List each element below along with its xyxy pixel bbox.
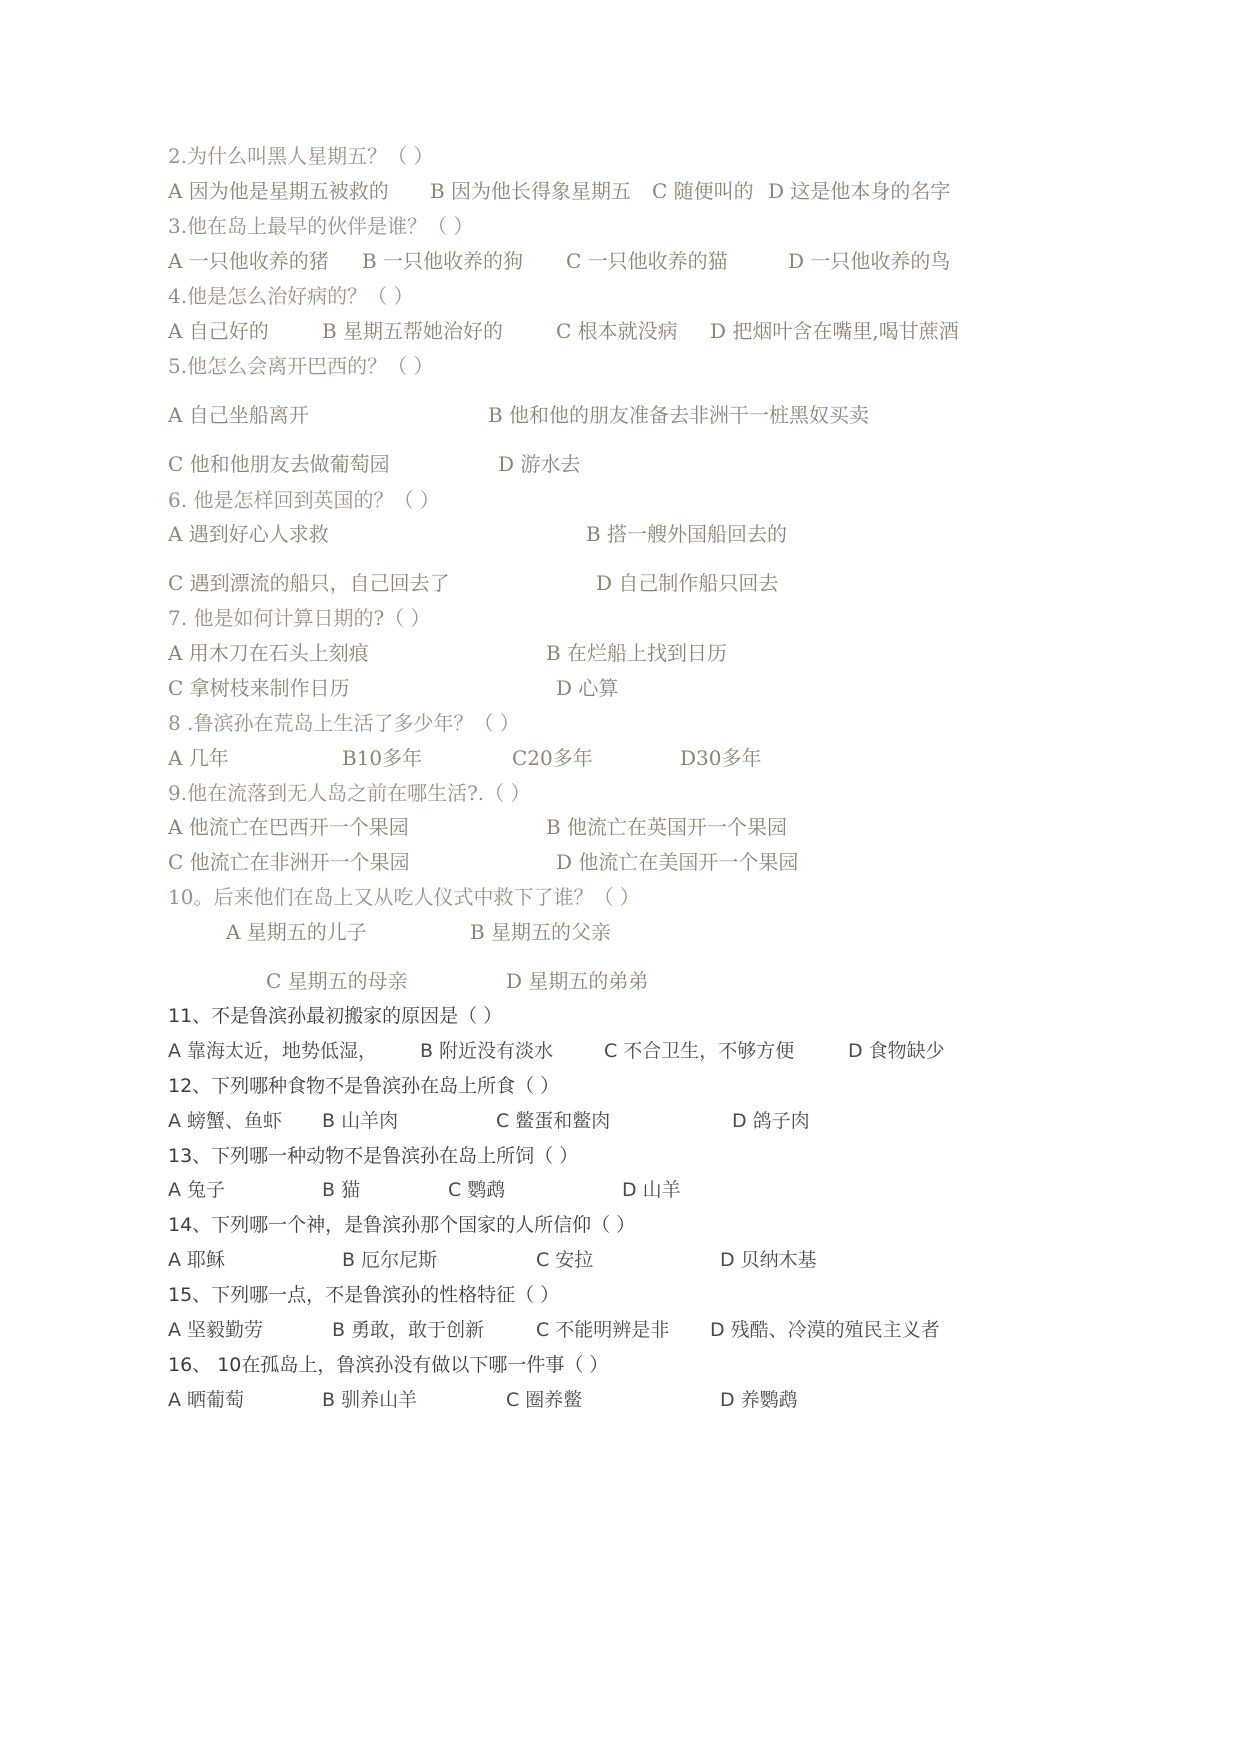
option-d: D 一只他收养的鸟 <box>788 249 951 273</box>
question-text: 13、下列哪一种动物不是鲁滨孙在岛上所饲（ ） <box>168 1145 579 1167</box>
option-a: A 遇到好心人求救 <box>168 522 329 546</box>
option-d: D 山羊 <box>622 1179 681 1201</box>
option-c: C 安拉 <box>536 1249 594 1271</box>
option-b: B 在烂船上找到日历 <box>546 641 728 665</box>
options-11 <box>0 1035 1241 1067</box>
options-10 <box>0 916 1241 948</box>
option-a: A 自己坐船离开 <box>168 403 309 427</box>
option-c: C 圈养鳖 <box>506 1389 583 1411</box>
question-10 <box>0 881 1241 913</box>
option-d: D 贝纳木基 <box>720 1249 817 1271</box>
option-b: B 勇敢，敢于创新 <box>332 1319 485 1341</box>
option-a: A 他流亡在巴西开一个果园 <box>168 815 409 839</box>
question-9 <box>0 777 1241 809</box>
option-b: B 星期五帮她治好的 <box>322 319 504 343</box>
option-b: B 厄尔尼斯 <box>342 1249 438 1271</box>
options-5-row2 <box>0 448 1241 480</box>
question-text: 11、不是鲁滨孙最初搬家的原因是（ ） <box>168 1005 503 1027</box>
option-b: B 猫 <box>322 1179 361 1201</box>
options-9 <box>0 811 1241 843</box>
option-a: A 耶稣 <box>168 1249 226 1271</box>
options-4 <box>0 315 1241 347</box>
question-11 <box>0 1000 1241 1032</box>
option-c: C 拿树枝来制作日历 <box>168 676 350 700</box>
question-text: 2.为什么叫黑人星期五？（ ） <box>168 144 434 168</box>
options-7 <box>0 637 1241 669</box>
options-5 <box>0 399 1241 431</box>
question-text: 15、下列哪一点，不是鲁滨孙的性格特征（ ） <box>168 1284 560 1306</box>
option-c: C 不能明辨是非 <box>536 1319 670 1341</box>
question-6 <box>0 484 1241 516</box>
question-text: 14、下列哪一个神，是鲁滨孙那个国家的人所信仰（ ） <box>168 1214 636 1236</box>
question-14 <box>0 1209 1241 1241</box>
question-3 <box>0 210 1241 242</box>
question-16 <box>0 1349 1241 1381</box>
options-16 <box>0 1384 1241 1416</box>
question-text: 3.他在岛上最早的伙伴是谁？（ ） <box>168 214 474 238</box>
options-8 <box>0 742 1241 774</box>
options-3 <box>0 245 1241 277</box>
option-d: D 把烟叶含在嘴里,喝甘蔗酒 <box>710 319 959 343</box>
option-c: C 鳖蛋和鳖肉 <box>496 1110 611 1132</box>
question-13 <box>0 1140 1241 1172</box>
options-10-row2 <box>0 965 1241 997</box>
option-b: B 一只他收养的狗 <box>362 249 524 273</box>
option-a: A 几年 <box>168 746 229 770</box>
option-a: A 星期五的儿子 <box>226 920 367 944</box>
option-a: A 因为他是星期五被救的 <box>168 179 389 203</box>
option-b: B 附近没有淡水 <box>420 1040 554 1062</box>
option-b: B10多年 <box>342 746 423 770</box>
options-2 <box>0 175 1241 207</box>
option-a: A 螃蟹、鱼虾 <box>168 1110 283 1132</box>
option-a: A 坚毅勤劳 <box>168 1319 264 1341</box>
option-c: C 根本就没病 <box>556 319 678 343</box>
question-text: 5.他怎么会离开巴西的？（ ） <box>168 354 434 378</box>
option-c: C20多年 <box>512 746 593 770</box>
options-6 <box>0 518 1241 550</box>
option-c: C 一只他收养的猫 <box>566 249 728 273</box>
question-text: 16、 10在孤岛上，鲁滨孙没有做以下哪一件事（ ） <box>168 1354 609 1376</box>
question-2 <box>0 140 1241 172</box>
option-b: B 他和他的朋友准备去非洲干一桩黑奴买卖 <box>488 403 870 427</box>
question-text: 7. 他是如何计算日期的?（ ） <box>168 606 431 630</box>
option-d: D 自己制作船只回去 <box>596 571 779 595</box>
option-d: D 心算 <box>556 676 619 700</box>
options-6-row2 <box>0 567 1241 599</box>
question-text: 12、下列哪种食物不是鲁滨孙在岛上所食（ ） <box>168 1075 560 1097</box>
option-b: B 驯养山羊 <box>322 1389 418 1411</box>
option-c: C 鹦鹉 <box>448 1179 506 1201</box>
option-a: A 兔子 <box>168 1179 226 1201</box>
options-7-row2 <box>0 672 1241 704</box>
option-d: D 鸽子肉 <box>732 1110 810 1132</box>
question-text: 4.他是怎么治好病的？（ ） <box>168 284 414 308</box>
options-15 <box>0 1314 1241 1346</box>
option-a: A 一只他收养的猪 <box>168 249 329 273</box>
option-d: D30多年 <box>680 746 762 770</box>
question-7 <box>0 602 1241 634</box>
option-d: D 这是他本身的名字 <box>768 179 951 203</box>
question-5 <box>0 350 1241 382</box>
question-text: 10。后来他们在岛上又从吃人仪式中救下了谁？（ ） <box>168 885 640 909</box>
options-13 <box>0 1174 1241 1206</box>
question-8 <box>0 707 1241 739</box>
question-4 <box>0 280 1241 312</box>
options-12 <box>0 1105 1241 1137</box>
question-15 <box>0 1279 1241 1311</box>
question-text: 9.他在流落到无人岛之前在哪生活?.（ ） <box>168 781 531 805</box>
option-c: C 不合卫生，不够方便 <box>604 1040 795 1062</box>
option-c: C 他流亡在非洲开一个果园 <box>168 850 410 874</box>
option-d: D 游水去 <box>498 452 581 476</box>
option-b: B 因为他长得象星期五 <box>430 179 632 203</box>
option-d: D 星期五的弟弟 <box>506 969 649 993</box>
options-14 <box>0 1244 1241 1276</box>
option-d: D 食物缺少 <box>848 1040 945 1062</box>
option-a: A 晒葡萄 <box>168 1389 245 1411</box>
option-a: A 用木刀在石头上刻痕 <box>168 641 369 665</box>
option-b: B 搭一艘外国船回去的 <box>586 522 788 546</box>
option-c: C 随便叫的 <box>652 179 754 203</box>
question-12 <box>0 1070 1241 1102</box>
option-a: A 自己好的 <box>168 319 269 343</box>
option-c: C 遇到漂流的船只，自己回去了 <box>168 571 450 595</box>
option-b: B 山羊肉 <box>322 1110 399 1132</box>
option-d: D 他流亡在美国开一个果园 <box>556 850 799 874</box>
question-text: 6. 他是怎样回到英国的？（ ） <box>168 488 440 512</box>
options-9-row2 <box>0 846 1241 878</box>
option-c: C 星期五的母亲 <box>266 969 408 993</box>
option-d: D 残酷、冷漠的殖民主义者 <box>710 1319 940 1341</box>
question-text: 8 .鲁滨孙在荒岛上生活了多少年？（ ） <box>168 711 520 735</box>
option-b: B 他流亡在英国开一个果园 <box>546 815 788 839</box>
option-b: B 星期五的父亲 <box>470 920 612 944</box>
option-d: D 养鹦鹉 <box>720 1389 798 1411</box>
option-a: A 靠海太近，地势低湿， <box>168 1040 378 1062</box>
option-c: C 他和他朋友去做葡萄园 <box>168 452 390 476</box>
